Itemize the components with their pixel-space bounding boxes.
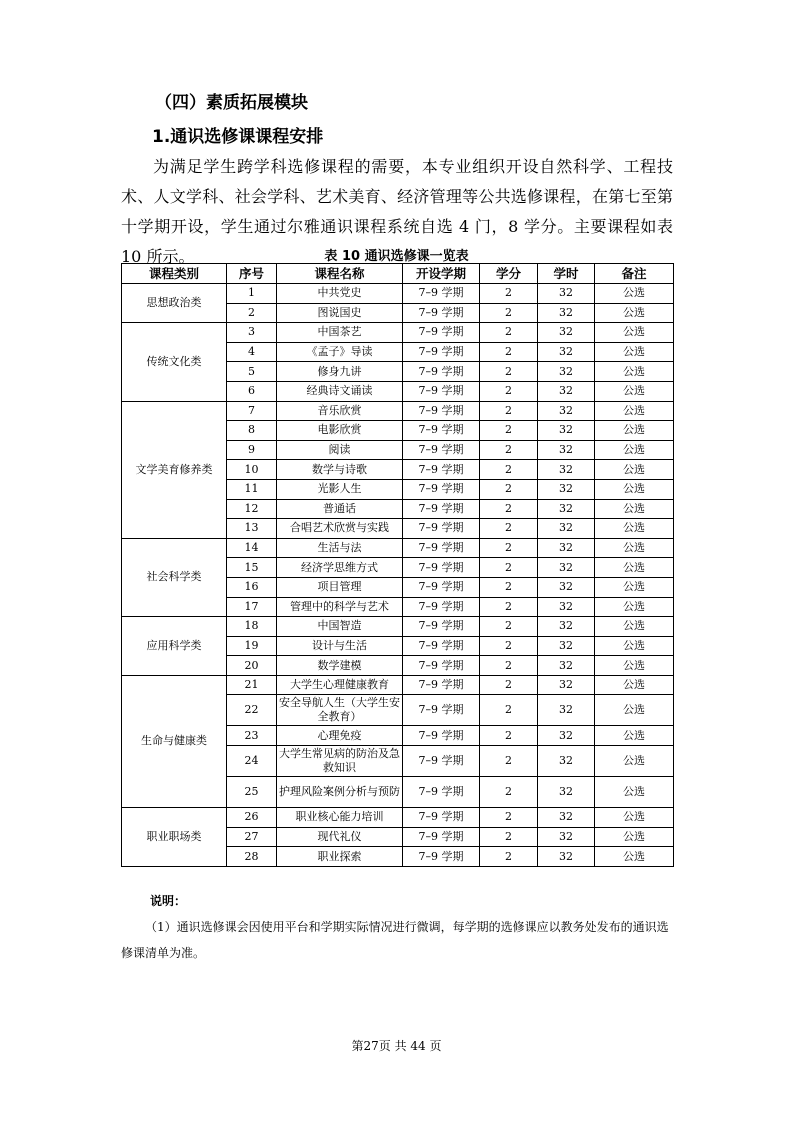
category-cell: 传统文化类	[122, 323, 227, 401]
course-term: 7–9 学期	[403, 597, 480, 617]
section-heading: 1.通识选修课课程安排	[152, 127, 324, 147]
category-cell: 生命与健康类	[122, 675, 227, 807]
course-credit: 2	[480, 577, 538, 597]
course-remark: 公选	[595, 847, 674, 867]
course-name: 阅读	[277, 440, 403, 460]
category-cell: 职业职场类	[122, 808, 227, 867]
course-credit: 2	[480, 746, 538, 777]
course-credit: 2	[480, 558, 538, 578]
course-credit: 2	[480, 777, 538, 808]
course-term: 7–9 学期	[403, 695, 480, 726]
header-credit: 学分	[480, 264, 538, 284]
course-number: 6	[227, 381, 277, 401]
course-hours: 32	[538, 777, 595, 808]
course-term: 7–9 学期	[403, 323, 480, 343]
course-remark: 公选	[595, 726, 674, 746]
course-number: 2	[227, 303, 277, 323]
course-remark: 公选	[595, 558, 674, 578]
table-caption: 表 10 通识选修课一览表	[324, 249, 469, 264]
course-hours: 32	[538, 656, 595, 676]
course-number: 18	[227, 617, 277, 637]
table-row	[122, 323, 674, 343]
course-remark: 公选	[595, 499, 674, 519]
course-number: 9	[227, 440, 277, 460]
course-term: 7–9 学期	[403, 499, 480, 519]
category-cell: 文学美育修养类	[122, 401, 227, 538]
header-term: 开设学期	[403, 264, 480, 284]
course-term: 7–9 学期	[403, 479, 480, 499]
course-credit: 2	[480, 597, 538, 617]
course-remark: 公选	[595, 577, 674, 597]
course-remark: 公选	[595, 323, 674, 343]
course-term: 7–9 学期	[403, 401, 480, 421]
course-hours: 32	[538, 460, 595, 480]
header-remark: 备注	[595, 264, 674, 284]
course-hours: 32	[538, 636, 595, 656]
course-hours: 32	[538, 401, 595, 421]
course-term: 7–9 学期	[403, 827, 480, 847]
course-term: 7–9 学期	[403, 362, 480, 382]
course-number: 11	[227, 479, 277, 499]
course-remark: 公选	[595, 284, 674, 304]
course-remark: 公选	[595, 440, 674, 460]
category-cell: 社会科学类	[122, 538, 227, 616]
course-name: 心理免疫	[277, 726, 403, 746]
course-remark: 公选	[595, 808, 674, 828]
course-name: 项目管理	[277, 577, 403, 597]
header-number: 序号	[227, 264, 277, 284]
course-number: 16	[227, 577, 277, 597]
table-row	[122, 284, 674, 304]
course-hours: 32	[538, 519, 595, 539]
course-term: 7–9 学期	[403, 440, 480, 460]
course-hours: 32	[538, 499, 595, 519]
course-hours: 32	[538, 479, 595, 499]
course-remark: 公选	[595, 636, 674, 656]
table-body	[122, 284, 674, 867]
course-term: 7–9 学期	[403, 636, 480, 656]
course-name: 安全导航人生（大学生安全教育）	[277, 695, 403, 726]
course-credit: 2	[480, 479, 538, 499]
course-remark: 公选	[595, 362, 674, 382]
course-number: 12	[227, 499, 277, 519]
course-number: 20	[227, 656, 277, 676]
course-credit: 2	[480, 847, 538, 867]
course-remark: 公选	[595, 746, 674, 777]
table-row	[122, 401, 674, 421]
course-credit: 2	[480, 827, 538, 847]
course-remark: 公选	[595, 342, 674, 362]
elective-course-table	[121, 263, 674, 867]
course-credit: 2	[480, 726, 538, 746]
course-hours: 32	[538, 827, 595, 847]
course-term: 7–9 学期	[403, 460, 480, 480]
course-credit: 2	[480, 401, 538, 421]
course-number: 4	[227, 342, 277, 362]
course-name: 经典诗文诵读	[277, 381, 403, 401]
course-credit: 2	[480, 342, 538, 362]
course-name: 修身九讲	[277, 362, 403, 382]
course-remark: 公选	[595, 479, 674, 499]
course-hours: 32	[538, 847, 595, 867]
course-name: 中国智造	[277, 617, 403, 637]
course-name: 合唱艺术欣赏与实践	[277, 519, 403, 539]
course-number: 7	[227, 401, 277, 421]
header-category: 课程类别	[122, 264, 227, 284]
course-hours: 32	[538, 440, 595, 460]
course-name: 《孟子》导读	[277, 342, 403, 362]
course-credit: 2	[480, 421, 538, 441]
course-hours: 32	[538, 362, 595, 382]
course-number: 5	[227, 362, 277, 382]
course-remark: 公选	[595, 675, 674, 695]
category-cell: 应用科学类	[122, 617, 227, 676]
page-footer: 第27页 共 44 页	[351, 1039, 442, 1053]
note-title: 说明：	[150, 894, 187, 908]
course-term: 7–9 学期	[403, 808, 480, 828]
course-name: 现代礼仪	[277, 827, 403, 847]
course-number: 26	[227, 808, 277, 828]
course-credit: 2	[480, 362, 538, 382]
course-hours: 32	[538, 342, 595, 362]
course-term: 7–9 学期	[403, 519, 480, 539]
course-number: 22	[227, 695, 277, 726]
course-hours: 32	[538, 538, 595, 558]
course-credit: 2	[480, 808, 538, 828]
course-credit: 2	[480, 695, 538, 726]
course-hours: 32	[538, 558, 595, 578]
course-credit: 2	[480, 538, 538, 558]
course-name: 设计与生活	[277, 636, 403, 656]
course-name: 数学与诗歌	[277, 460, 403, 480]
course-name: 管理中的科学与艺术	[277, 597, 403, 617]
course-name: 经济学思维方式	[277, 558, 403, 578]
course-hours: 32	[538, 381, 595, 401]
course-number: 15	[227, 558, 277, 578]
course-name: 普通话	[277, 499, 403, 519]
course-name: 护理风险案例分析与预防	[277, 777, 403, 808]
course-term: 7–9 学期	[403, 558, 480, 578]
course-hours: 32	[538, 617, 595, 637]
course-number: 3	[227, 323, 277, 343]
course-number: 19	[227, 636, 277, 656]
course-term: 7–9 学期	[403, 284, 480, 304]
table-row	[122, 675, 674, 695]
course-hours: 32	[538, 284, 595, 304]
course-number: 14	[227, 538, 277, 558]
course-remark: 公选	[595, 777, 674, 808]
course-credit: 2	[480, 323, 538, 343]
course-number: 28	[227, 847, 277, 867]
course-remark: 公选	[595, 827, 674, 847]
course-name: 大学生常见病的防治及急救知识	[277, 746, 403, 777]
course-term: 7–9 学期	[403, 617, 480, 637]
course-number: 17	[227, 597, 277, 617]
course-credit: 2	[480, 381, 538, 401]
course-term: 7–9 学期	[403, 381, 480, 401]
course-number: 25	[227, 777, 277, 808]
course-term: 7–9 学期	[403, 421, 480, 441]
course-hours: 32	[538, 695, 595, 726]
course-credit: 2	[480, 499, 538, 519]
course-name: 光影人生	[277, 479, 403, 499]
course-number: 8	[227, 421, 277, 441]
course-term: 7–9 学期	[403, 675, 480, 695]
course-number: 21	[227, 675, 277, 695]
course-hours: 32	[538, 746, 595, 777]
course-number: 23	[227, 726, 277, 746]
course-term: 7–9 学期	[403, 746, 480, 777]
module-heading: （四）素质拓展模块	[155, 93, 308, 113]
course-hours: 32	[538, 808, 595, 828]
course-term: 7–9 学期	[403, 656, 480, 676]
course-remark: 公选	[595, 303, 674, 323]
course-term: 7–9 学期	[403, 342, 480, 362]
course-remark: 公选	[595, 460, 674, 480]
table-header-row	[122, 264, 674, 284]
course-hours: 32	[538, 303, 595, 323]
table-row	[122, 538, 674, 558]
course-credit: 2	[480, 284, 538, 304]
course-credit: 2	[480, 519, 538, 539]
course-name: 图说国史	[277, 303, 403, 323]
course-name: 数学建模	[277, 656, 403, 676]
course-remark: 公选	[595, 381, 674, 401]
course-number: 13	[227, 519, 277, 539]
course-credit: 2	[480, 440, 538, 460]
course-name: 职业核心能力培训	[277, 808, 403, 828]
table-row	[122, 617, 674, 637]
course-number: 24	[227, 746, 277, 777]
course-credit: 2	[480, 460, 538, 480]
course-number: 1	[227, 284, 277, 304]
course-name: 职业探索	[277, 847, 403, 867]
intro-paragraph: 为满足学生跨学科选修课程的需要，本专业组织开设自然科学、工程技术、人文学科、社会学科、艺术美育、经济管理等公共选修课程，在第七至第十学期开设，学生通过尔雅通识课程系统自选 4 门，8 学分。主要课程如表 10 所示。	[121, 157, 673, 266]
course-name: 中国茶艺	[277, 323, 403, 343]
course-remark: 公选	[595, 421, 674, 441]
table-row	[122, 808, 674, 828]
category-cell: 思想政治类	[122, 284, 227, 323]
course-name: 大学生心理健康教育	[277, 675, 403, 695]
course-remark: 公选	[595, 538, 674, 558]
course-term: 7–9 学期	[403, 726, 480, 746]
course-name: 中共党史	[277, 284, 403, 304]
course-name: 电影欣赏	[277, 421, 403, 441]
course-credit: 2	[480, 656, 538, 676]
course-hours: 32	[538, 577, 595, 597]
course-hours: 32	[538, 597, 595, 617]
header-course-name: 课程名称	[277, 264, 403, 284]
course-remark: 公选	[595, 656, 674, 676]
course-hours: 32	[538, 726, 595, 746]
course-number: 10	[227, 460, 277, 480]
course-name: 生活与法	[277, 538, 403, 558]
course-term: 7–9 学期	[403, 577, 480, 597]
course-hours: 32	[538, 675, 595, 695]
course-remark: 公选	[595, 597, 674, 617]
header-hours: 学时	[538, 264, 595, 284]
course-name: 音乐欣赏	[277, 401, 403, 421]
course-credit: 2	[480, 617, 538, 637]
course-term: 7–9 学期	[403, 777, 480, 808]
course-remark: 公选	[595, 695, 674, 726]
course-remark: 公选	[595, 401, 674, 421]
course-hours: 32	[538, 421, 595, 441]
course-remark: 公选	[595, 519, 674, 539]
course-credit: 2	[480, 636, 538, 656]
note-text: （1）通识选修课会因使用平台和学期实际情况进行微调，每学期的选修课应以教务处发布的通识选修课清单为准。	[121, 920, 669, 960]
course-term: 7–9 学期	[403, 847, 480, 867]
course-credit: 2	[480, 675, 538, 695]
course-term: 7–9 学期	[403, 303, 480, 323]
course-credit: 2	[480, 303, 538, 323]
course-term: 7–9 学期	[403, 538, 480, 558]
course-remark: 公选	[595, 617, 674, 637]
course-hours: 32	[538, 323, 595, 343]
course-number: 27	[227, 827, 277, 847]
